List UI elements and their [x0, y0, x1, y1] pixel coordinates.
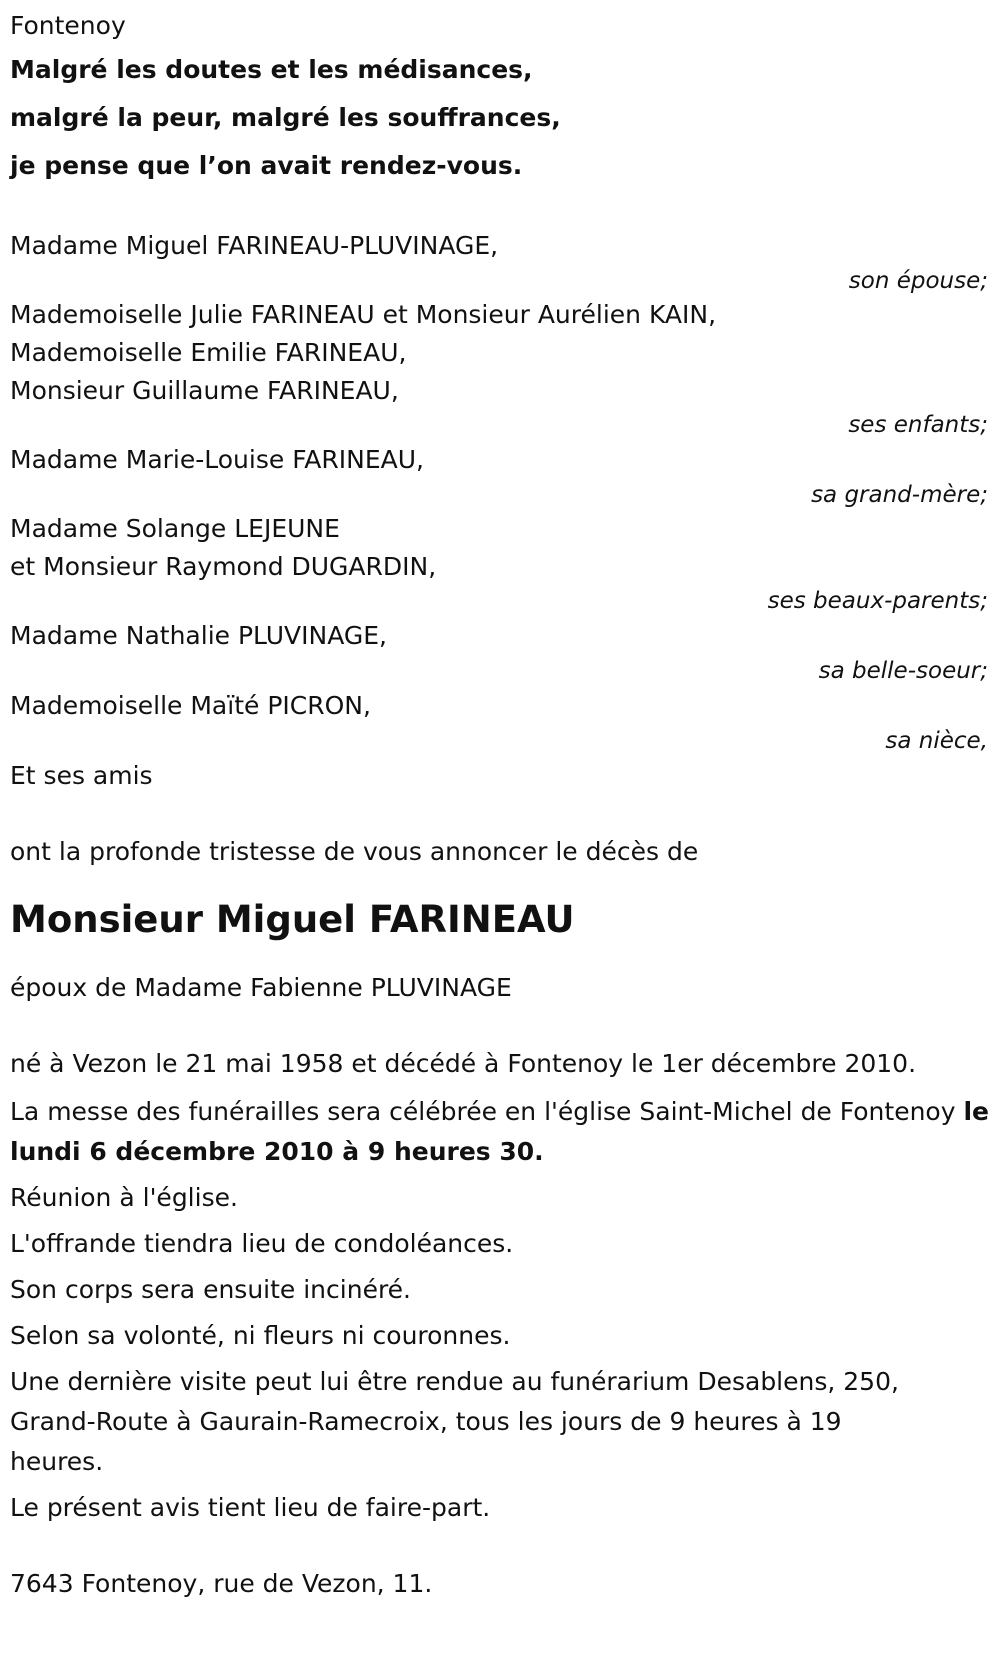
family-name: Madame Nathalie PLUVINAGE,	[10, 621, 387, 650]
note-line: Réunion à l'église.	[10, 1183, 238, 1212]
funeral-mass-text: La messe des funérailles sera célébrée en l'église Saint-Michel de Fontenoy	[10, 1097, 964, 1126]
family-relation: sa nièce,	[885, 728, 988, 754]
closing-line: Le présent avis tient lieu de faire-part.	[10, 1493, 491, 1522]
announcement-line: ont la profonde tristesse de vous annoncer le décès de	[10, 837, 699, 866]
family-name: Mademoiselle Julie FARINEAU et Monsieur Aurélien KAIN,	[10, 300, 717, 329]
family-name: Madame Solange LEJEUNE	[10, 514, 340, 543]
dates-line: né à Vezon le 21 mai 1958 et décédé à Fontenoy le 1er décembre 2010.	[10, 1049, 917, 1078]
family-name: et Monsieur Raymond DUGARDIN,	[10, 552, 437, 581]
family-name: Madame Marie-Louise FARINEAU,	[10, 445, 424, 474]
funeral-mass-date: le lundi 6 décembre 2010 à 9 heures 30.	[10, 1097, 989, 1166]
note-line: L'offrande tiendra lieu de condoléances.	[10, 1229, 514, 1258]
family-group	[10, 616, 990, 686]
friends-line: Et ses amis	[10, 761, 153, 790]
poem-line: Malgré les doutes et les médisances,	[10, 55, 533, 84]
note-line: Selon sa volonté, ni fleurs ni couronnes.	[10, 1321, 511, 1350]
visit-paragraph: Une dernière visite peut lui être rendue au funérarium Desablens, 250, Grand-Route à Gaurain-Ramecroix, tous les jours de 9 heures à 19 heures.	[10, 1367, 899, 1476]
note-line: Son corps sera ensuite incinéré.	[10, 1275, 412, 1304]
obituary-page	[0, 6, 1000, 1668]
address-line: 7643 Fontenoy, rue de Vezon, 11.	[10, 1569, 433, 1598]
family-group	[10, 510, 990, 616]
family-relation: son épouse;	[848, 268, 988, 294]
funeral-mass	[10, 1092, 990, 1172]
family-group	[10, 440, 990, 510]
city-header: Fontenoy	[10, 11, 126, 40]
family-name: Mademoiselle Emilie FARINEAU,	[10, 338, 407, 367]
spouse-line: époux de Madame Fabienne PLUVINAGE	[10, 973, 512, 1002]
poem-line: je pense que l’on avait rendez-vous.	[10, 151, 523, 180]
family-name: Monsieur Guillaume FARINEAU,	[10, 376, 399, 405]
poem-line: malgré la peur, malgré les souffrances,	[10, 103, 561, 132]
family-relation: sa belle-soeur;	[818, 658, 988, 684]
family-group	[10, 226, 990, 296]
family-group	[10, 296, 990, 440]
family-relation: sa grand-mère;	[811, 482, 988, 508]
family-name: Madame Miguel FARINEAU-PLUVINAGE,	[10, 231, 499, 260]
family-relation: ses enfants;	[848, 412, 988, 438]
deceased-name: Monsieur Miguel FARINEAU	[10, 898, 575, 941]
family-list	[10, 226, 990, 756]
family-name: Mademoiselle Maïté PICRON,	[10, 691, 371, 720]
family-group	[10, 686, 990, 756]
family-relation: ses beaux-parents;	[767, 588, 988, 614]
poem	[10, 46, 990, 190]
